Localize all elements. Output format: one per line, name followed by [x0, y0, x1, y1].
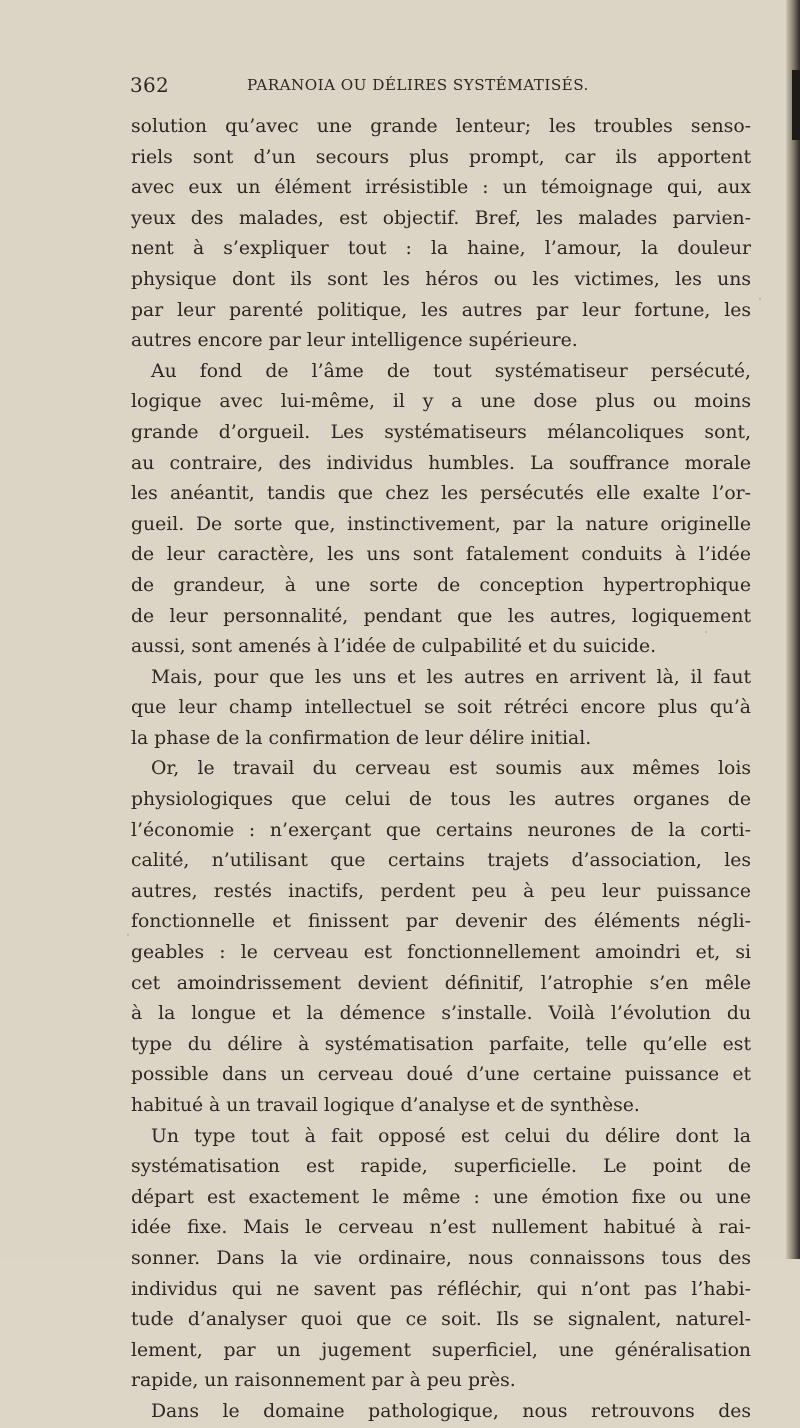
text-line: lement, par un jugement superficiel, une généralisation: [131, 1339, 751, 1361]
text-line: geables : le cerveau est fonctionnellement amoindri et, si: [131, 942, 751, 964]
text-line: grande d’orgueil. Les systématiseurs mélancoliques sont,: [131, 421, 751, 443]
body-text: [131, 112, 751, 1428]
paper-speck: [127, 934, 129, 936]
text-line: l’économie : n’exerçant que certains neurones de la corti-: [131, 819, 751, 841]
text-line: autres, restés inactifs, perdent peu à peu leur puissance: [131, 880, 751, 902]
text-line: idée fixe. Mais le cerveau n’est nullement habitué à rai-: [131, 1217, 751, 1239]
text-line: que leur champ intellectuel se soit rétréci encore plus qu’à: [131, 697, 751, 719]
text-line: aussi, sont amenés à l’idée de culpabilité et du suicide.: [131, 636, 657, 658]
text-line: la phase de la confirmation de leur délire initial.: [131, 727, 592, 749]
text-line: Au fond de l’âme de tout systématiseur persécuté,: [151, 360, 751, 382]
text-line: rapide, un raisonnement par à peu près.: [131, 1370, 516, 1392]
text-line: possible dans un cerveau doué d’une certaine puissance et: [131, 1064, 751, 1086]
text-line: riels sont d’un secours plus prompt, car ils apportent: [131, 146, 751, 168]
text-line: calité, n’utilisant que certains trajets d’association, les: [131, 850, 751, 872]
text-line: type du délire à systématisation parfaite, telle qu’elle est: [131, 1033, 751, 1055]
page-header: [130, 73, 750, 99]
text-line: logique avec lui-même, il y a une dose plus ou moins: [131, 391, 751, 413]
text-line: physiologiques que celui de tous les autres organes de: [131, 789, 751, 811]
paper-speck: [705, 631, 707, 633]
text-line: yeux des malades, est objectif. Bref, les malades parvien-: [131, 207, 751, 229]
text-line: Dans le domaine pathologique, nous retrouvons des: [151, 1400, 751, 1422]
text-line: habitué à un travail logique d’analyse et de synthèse.: [131, 1095, 640, 1116]
paper-speck: [677, 1166, 679, 1168]
text-line: Mais, pour que les uns et les autres en arrivent là, il faut: [151, 666, 751, 688]
running-title: PARANOIA OU DÉLIRES SYSTÉMATISÉS.: [247, 76, 589, 94]
page-binding-edge: [786, 0, 800, 1259]
text-line: par leur parenté politique, les autres par leur fortune, les: [131, 299, 751, 321]
text-line: avec eux un élément irrésistible : un témoignage qui, aux: [131, 177, 751, 199]
page-number: 362: [130, 73, 170, 97]
text-line: à la longue et la démence s’installe. Voilà l’évolution du: [131, 1003, 751, 1025]
text-line: au contraire, des individus humbles. La souffrance morale: [131, 452, 751, 474]
text-line: individus qui ne savent pas réfléchir, qui n’ont pas l’habi-: [131, 1278, 751, 1300]
text-line: les anéantit, tandis que chez les persécutés elle exalte l’or-: [131, 483, 751, 505]
text-line: autres encore par leur intelligence supérieure.: [131, 330, 578, 352]
text-line: solution qu’avec une grande lenteur; les troubles senso-: [131, 116, 751, 137]
text-line: sonner. Dans la vie ordinaire, nous connaissons tous des: [131, 1247, 751, 1269]
text-line: gueil. De sorte que, instinctivement, par la nature originelle: [131, 513, 751, 535]
paper-speck: [759, 298, 761, 300]
text-line: de leur caractère, les uns sont fatalement conduits à l’idée: [131, 544, 751, 566]
text-line: de grandeur, à une sorte de conception hypertrophique: [131, 574, 751, 596]
text-line: nent à s’expliquer tout : la haine, l’amour, la douleur: [131, 238, 751, 260]
text-line: Or, le travail du cerveau est soumis aux mêmes lois: [151, 758, 751, 780]
text-line: physique dont ils sont les héros ou les victimes, les uns: [131, 268, 751, 290]
text-line: cet amoindrissement devient définitif, l’atrophie s’en mêle: [131, 972, 751, 994]
text-line: systématisation est rapide, superficielle. Le point de: [131, 1156, 751, 1178]
text-line: fonctionnelle et finissent par devenir des éléments négli-: [131, 911, 751, 933]
text-line: de leur personnalité, pendant que les autres, logiquement: [131, 605, 751, 627]
text-line: tude d’analyser quoi que ce soit. Ils se signalent, naturel-: [131, 1309, 751, 1331]
text-line: départ est exactement le même : une émotion fixe ou une: [131, 1186, 751, 1208]
binding-shadow: [792, 70, 800, 140]
text-line: Un type tout à fait opposé est celui du délire dont la: [151, 1125, 751, 1147]
